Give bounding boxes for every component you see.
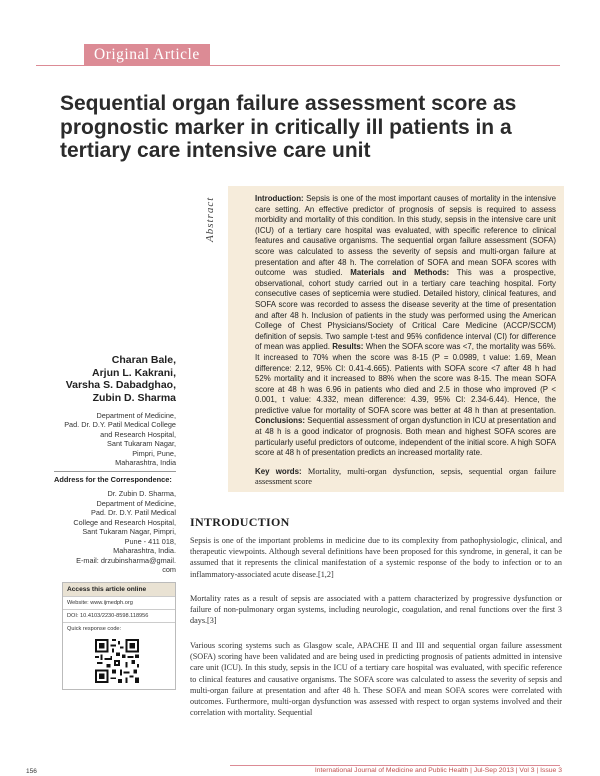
correspondence-email[interactable]: E-mail: drzubinsharma@gmail. — [76, 555, 176, 565]
correspondence-title: Address for the Correspondence: — [54, 475, 172, 484]
abstract-conclusion-label: Conclusions: — [255, 416, 305, 426]
abstract-text — [255, 194, 556, 459]
affiliation-line: Pimpri, Pune, — [132, 448, 176, 458]
author-list — [20, 354, 176, 404]
footer-rule — [230, 765, 560, 766]
introduction-heading: INTRODUCTION — [190, 515, 290, 529]
abstract-methods-label: Materials and Methods: — [350, 268, 450, 278]
abstract-box — [228, 186, 564, 492]
access-heading: Access this article online — [63, 583, 175, 596]
author-name: Varsha S. Dabadghao, — [65, 379, 176, 392]
affiliation-line: Sant Tukaram Nagar, — [107, 439, 176, 449]
body-paragraph: Various scoring systems such as Glasgow scale, APACHE II and III and sequential organ failure assessment (SOFA) scoring have been validated and are being used in predicting prognosis of patients admitted in intensive care unit (ICU). In this study, sepsis in the ICU of a tertiary care hospital was evaluated, with specific reference to clinical features and causative organisms. The SOFA score was calculated to assess the severity of sepsis and multi-organ failure at presentation and after 48 h. These SOFA and mean SOFA scores were correlated with outcomes. Furthermore, multi-organ dysfunction was assessed with respect to organ systems involved and their correlation with mortality. Sequential — [190, 641, 562, 718]
access-online-box — [62, 582, 176, 690]
correspondence-line: Dr. Zubin D. Sharma, — [107, 489, 176, 498]
author-name: Charan Bale, — [111, 354, 176, 366]
correspondence-email-end[interactable]: com — [162, 565, 176, 574]
access-doi[interactable]: DOI: 10.4103/2230-8598.118956 — [63, 609, 175, 622]
correspondence-rule — [54, 471, 176, 472]
access-qr-label: Quick response code: — [63, 622, 175, 635]
keywords — [255, 467, 556, 488]
abstract-methods-text: This was a prospective, observational, cohort study carried out in a tertiary care teaching hospital. Forty consecutive cases of septicemia were studied. Detailed history, clinical features, and SOFA score was recorded to assess the disease severity at the time of presentation and after 48 h. Inclusion of patients in the study was performed using the American College of Chest Physicians/Society of Critical Care Medicine (ACCP/SCCM) definition of sepsis. Two sample t-test and 95% confidence interval (CI) for difference of mean was applied. — [255, 268, 556, 352]
author-name: Arjun L. Kakrani, — [91, 366, 176, 379]
section-rule — [36, 65, 560, 66]
access-website[interactable]: Website: www.ijmedph.org — [63, 596, 175, 609]
correspondence-line: Pune - 411 018, — [124, 536, 176, 546]
body-paragraph: Sepsis is one of the important problems in medicine due to its complexity from pathophysiologic, clinical, and therapeutic viewpoints. Although several definitions have been proposed for this syndrome, in general, it can be assumed that it represents the clinical manifestation of a systemic response of the body to infection or to an inflammatory-associated acute disease.[1,2] — [190, 536, 562, 579]
qr-code-icon[interactable] — [93, 637, 141, 685]
body-paragraph: Mortality rates as a result of sepsis are associated with a pattern characterized by progressive dysfunction or failure of non-pulmonary organ systems, including neurologic, coagulation, and renal functions over the first 3 days.[3] — [190, 594, 562, 626]
correspondence-address — [40, 489, 176, 575]
abstract-intro-text: Sepsis is one of the most important causes of mortality in the intensive care setting. An effective predictor of prognosis of sepsis is required to assess morbidity and mortality of this condition. In this study, sepsis in the intensive care unit (ICU) of a tertiary care hospital was evaluated, with specific reference to clinical features and causative organisms. The sequential organ failure assessment (SOFA) score was calculated to assess the severity of sepsis and multi-organ failure at presentation and after 48 h. The correlation of SOFA and mean SOFA scores with outcome was studied. — [255, 194, 556, 278]
affiliation-line: Pad. Dr. D.Y. Patil Medical College — [64, 420, 176, 430]
abstract-results-text: When the SOFA score was <7, the mortality was 56%. It increased to 70% when the score was 8-15 (P = 0.0989, t value: 1.69, Mean difference: 2.12, 95% CI: 0.41-4.665). Patients with SOFA score <7 after 48 h had 52% mortality and it increased to 88% when the score was 8-15. The mean SOFA score at 48 h was 6.96 in patients who died and 2.5 in those who improved (P < 0.001, t value: 4.332, mean difference: 4.39, 95% CI: 2.34-6.44). Hence, the predictive value for mortality of SOFA score was better at 48 h than at presentation. — [255, 342, 556, 415]
page-number: 156 — [26, 768, 37, 775]
abstract-conclusion-text: Sequential assessment of organ dysfunction in ICU at presentation and at 48 h is a good indicator of prognosis. Both mean and highest SOFA scores are particularly useful predictors of outcome, independent of the initial score. A high SOFA score at 48 h of presentation predicts an increased mortality rate. — [255, 416, 556, 458]
correspondence-line: Sant Tukaram Nagar, Pimpri, — [82, 527, 176, 536]
affiliation-line: Maharashtra, India — [115, 458, 176, 468]
article-title: Sequential organ failure assessment score as prognostic marker in critically ill patients in a tertiary care intensive care unit — [60, 92, 517, 162]
correspondence-line: Department of Medicine, — [96, 498, 176, 508]
keywords-label: Key words: — [255, 466, 302, 476]
affiliation — [40, 411, 176, 467]
affiliation-line: Department of Medicine, — [96, 411, 176, 420]
correspondence-line: Pad. Dr. D.Y. Patil Medical — [90, 508, 176, 517]
journal-footer: International Journal of Medicine and Public Health | Jul-Sep 2013 | Vol 3 | Issue 3 — [314, 767, 562, 774]
abstract-intro-label: Introduction: — [255, 194, 304, 203]
abstract-results-label: Results: — [332, 342, 364, 352]
author-name: Zubin D. Sharma — [92, 391, 176, 404]
keywords-text: Mortality, multi-organ dysfunction, sepsis, sequential organ failure assessment score — [255, 466, 556, 487]
correspondence-line: College and Research Hospital, — [73, 517, 176, 527]
affiliation-line: and Research Hospital, — [100, 429, 176, 439]
section-tag: Original Article — [84, 44, 210, 66]
abstract-label: Abstract — [204, 196, 216, 242]
correspondence-line: Maharashtra, India. — [113, 546, 176, 555]
